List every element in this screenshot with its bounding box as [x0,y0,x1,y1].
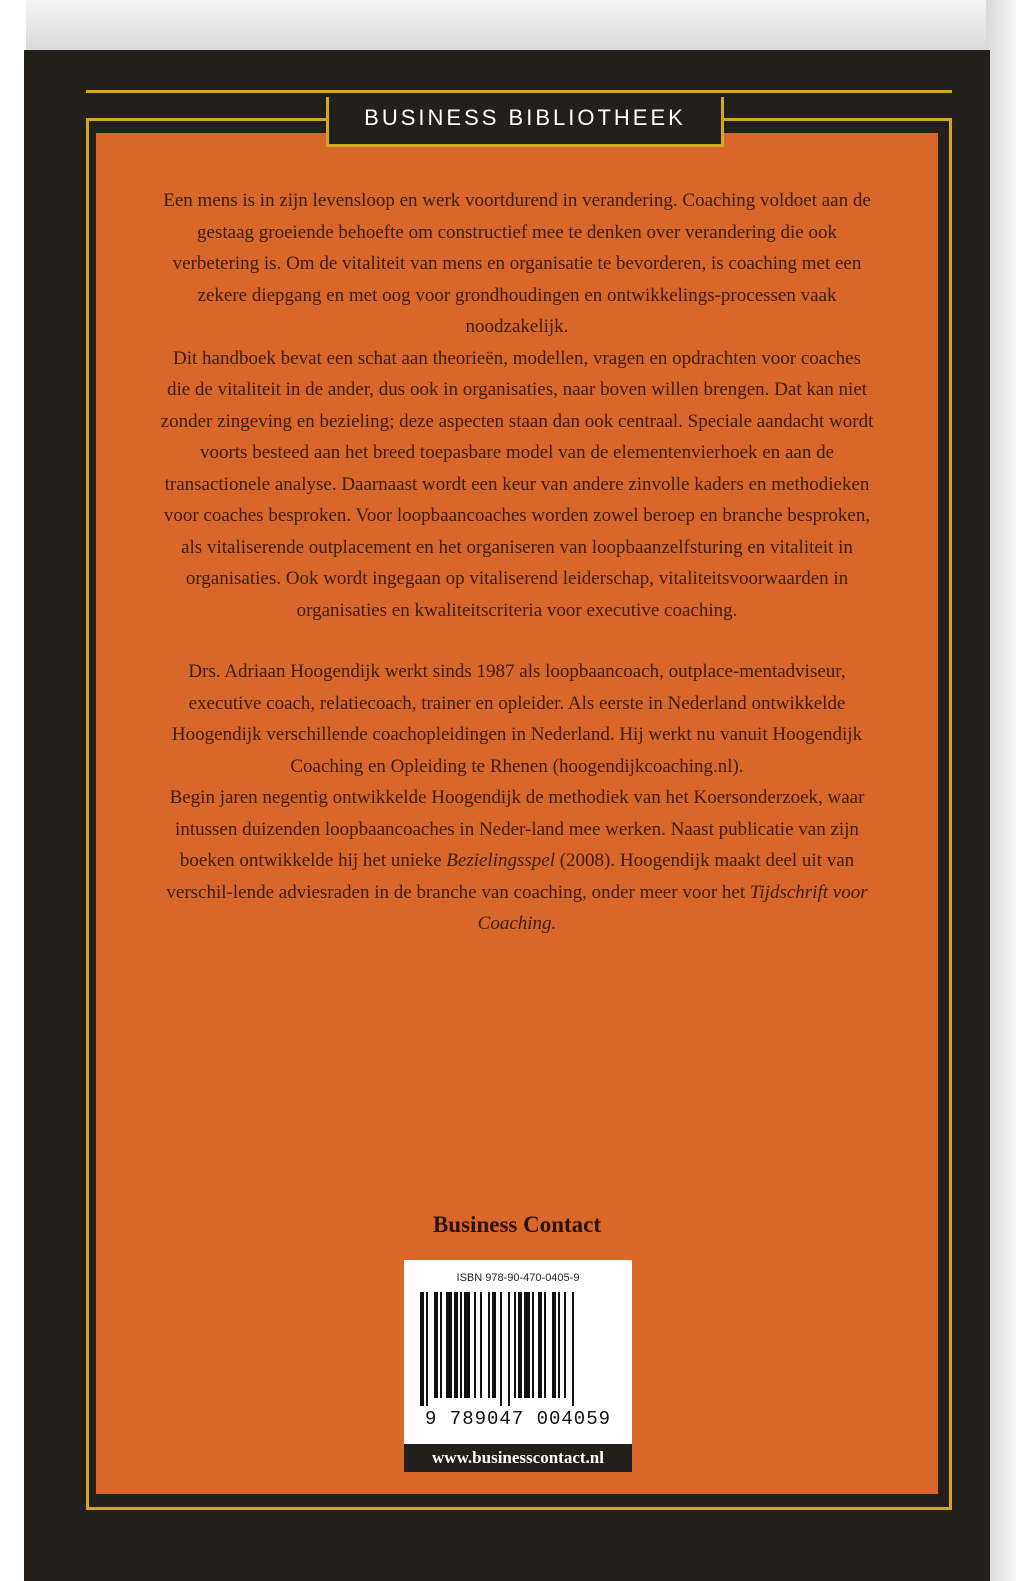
blurb-paragraph-contents: Dit handboek bevat een schat aan theorieën, modellen, vragen en opdrachten voor coaches die de vitaliteit in de ander, dus ook in organisaties, naar boven willen brengen. Dat kan niet zonder zingeving en bezieling; deze aspecten staan dan ook centraal. Speciale aandacht wordt voorts besteed aan het breed toepasbare model van de elementenvierhoek en aan de transactionele analyse. Daarnaast wordt een keur van andere zinvolle kaders en methodieken voor coaches besproken. Voor loopbaancoaches worden zowel beroep en branche besproken, als vitaliserende outplacement en het organiseren van loopbaanzelfsturing en vitaliteit in organisaties. Ook wordt ingegaan op vitaliserend leiderschap, vitaliteitsvoorwaarden in organisaties en kwaliteitscriteria voor executive coaching. [160,347,874,621]
barcode-bar [514,1292,516,1398]
barcode-bar [492,1292,496,1398]
barcode-bar [420,1292,424,1406]
barcode-bar [488,1292,490,1398]
barcode-bar [518,1292,522,1398]
barcode-bar [572,1292,574,1406]
barcode-bar [544,1292,546,1398]
journal-title: Tijdschrift voor Coaching. [477,881,868,934]
barcode-bar [532,1292,534,1398]
blurb-paragraph-author: Drs. Adriaan Hoogendijk werkt sinds 1987 als loopbaancoach, outplace-mentadviseur, executive coach, relatiecoach, trainer en opleider. Als eerste in Nederland ontwikkelde Hoogendijk verschillende coachopleidingen in Nederland. Hij werkt nu vanuit Hoogendijk Coaching en Opleiding te Rhenen (hoogendijkcoaching.nl). [171,661,863,777]
barcode-bar [464,1292,470,1398]
publisher-name: Business Contact [432,1212,602,1237]
gold-rule-top [86,90,952,93]
back-cover-blurb [160,185,874,940]
barcode-bar [500,1292,502,1406]
barcode-bar [552,1292,556,1398]
author-works-text-2: (2008). Hoogendijk maakt deel uit van verschil-lende adviesraden in de branche van coaching, onder meer voor het [166,850,855,903]
barcode-bar [480,1292,482,1398]
blurb-paragraph-author-works [160,782,874,940]
paragraph-gap [160,626,874,656]
barcode-label [404,1260,632,1444]
book-title-bezielingsspel: Bezielingsspel [446,850,555,871]
barcode-bar [564,1292,566,1398]
blurb-paragraph-intro: Een mens is in zijn levensloop en werk voortdurend in verandering. Coaching voldoet aan de gestaag groeiende behoefte om constructief mee te denken over verandering die ook verbetering is. Om de vitaliteit van mens en organisatie te bevorderen, is coaching met een zekere diepgang en met oog voor grondhoudingen en ontwikkelings-processen vaak noodzakelijk. [163,190,871,337]
barcode-bar [426,1292,428,1406]
barcode-bar [524,1292,530,1398]
barcode-bar [446,1292,452,1398]
page-edge-right [986,0,1016,1581]
series-tab [326,97,724,147]
series-title: BUSINESS BIBLIOTHEEK [364,104,686,130]
ean-digits: 9 789047 004059 [424,1408,612,1430]
barcode-bar [454,1292,458,1398]
barcode-bar [440,1292,442,1398]
author-works-text-1: Begin jaren negentig ontwikkelde Hoogendijk de methodiek van het Koersonderzoek, waar intussen duizenden loopbaancoaches in Neder-land mee werken. Naast publicatie van zijn boeken ontwikkelde hij het unieke [169,787,865,871]
publisher-website[interactable]: www.businesscontact.nl [404,1444,632,1472]
barcode-icon [420,1292,616,1406]
barcode-bar [460,1292,462,1398]
isbn-number: ISBN 978-90-470-0405-9 [456,1272,580,1284]
barcode-bar [558,1292,560,1398]
barcode-bar [434,1292,438,1398]
barcode-bar [538,1292,542,1398]
barcode-bar [474,1292,476,1398]
barcode-bar [508,1292,510,1406]
